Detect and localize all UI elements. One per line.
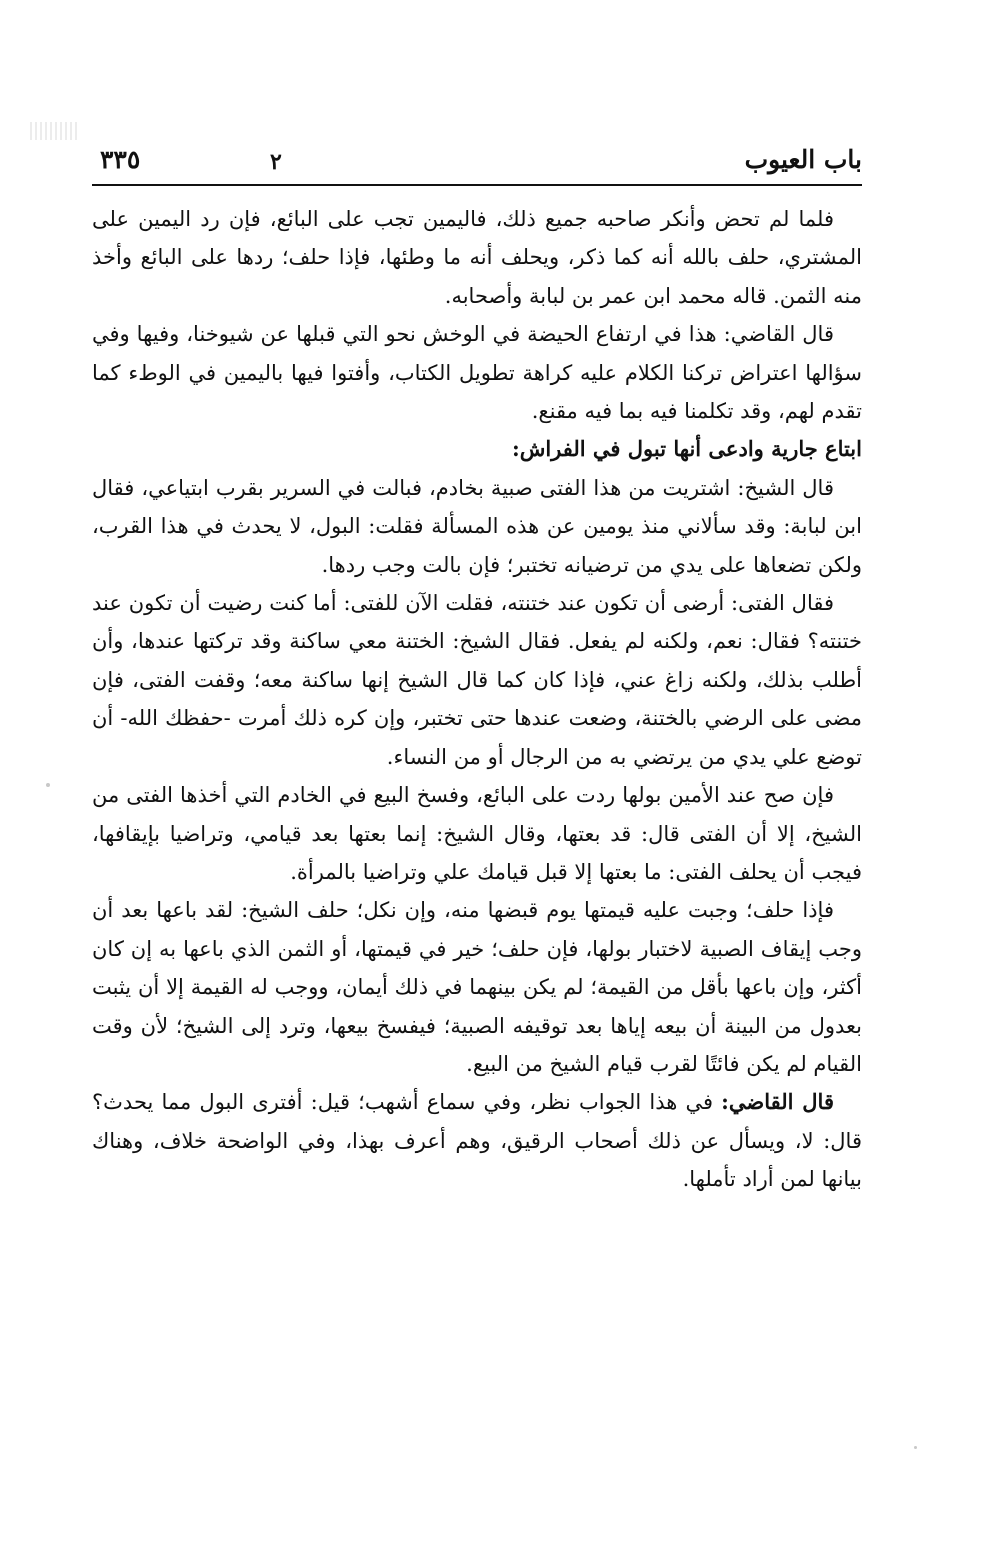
- paragraph: [92, 891, 862, 1083]
- header-mark: ٢: [270, 149, 282, 175]
- running-head: باب العيوب: [744, 145, 862, 174]
- paragraph-text: فلما لم تحض وأنكر صاحبه جميع ذلك، فاليمين تجب على البائع، فإن رد اليمين على المشتري، حلف بالله أنه كما ذكر، ويحلف أنه ما وطئها، فإذا حلف؛ ردها على البائع وأخذ منه الثمن. قاله محمد ابن عمر بن لبابة وأصحابه.: [92, 207, 862, 308]
- paragraph-text: قال الشيخ: اشتريت من هذا الفتى صبية بخادم، فبالت في السرير بقرب ابتياعي، فقال ابن لبابة: وقد سألاني منذ يومين عن هذه المسألة فقلت: البول، لا يحدث في هذا القرب، ولكن تضعاها على يدي من ترضيانه تختبر؛ فإن بالت وجب ردها.: [92, 475, 862, 577]
- paragraph: [92, 469, 862, 584]
- page-number: ٣٣٥: [100, 145, 141, 174]
- paragraph-text: فقال الفتى: أرضى أن تكون عند ختنته، فقلت الآن للفتى: أما كنت رضيت أن تكون عند ختنته؟ فقال: نعم، ولكنه لم يفعل. فقال الشيخ: الختنة معي ساكنة وقد تركتها عندها، وأن أطلب بذلك، ولكنه زاغ عني، فإذا كان كما قال الشيخ إنها ساكنة معه؛ وقفت الفتى، فإن مضى على الرضي بالختنة، وضعت عندها حتى تختبر، وإن كره ذلك أمرت -حفظك الله- أن توضع علي يدي من يرتضي به من الرجال أو من النساء.: [92, 591, 862, 769]
- section-heading-text: ابتاع جارية وادعى أنها تبول في الفراش:: [511, 436, 862, 462]
- page-header: [92, 140, 862, 184]
- section-heading: [92, 430, 862, 468]
- body-text: [92, 200, 862, 1199]
- paragraph-lead: قال القاضي:: [721, 1089, 834, 1115]
- paragraph: [92, 315, 862, 430]
- paragraph-text: في هذا الجواب نظر، وفي سماع أشهب؛ قيل: أفترى البول مما يحدث؟ قال: لا، ويسأل عن ذلك أصحاب الرقيق، وهم أعرف بهذا، وفي الواضحة خلاف، وهناك بيانها لمن أراد تأملها.: [92, 1090, 862, 1192]
- scan-speck: [46, 783, 50, 787]
- header-rule: [92, 184, 862, 186]
- paragraph-text: فإن صح عند الأمين بولها ردت على البائع، وفسخ البيع في الخادم التي أخذها الفتى من الشيخ، إلا أن الفتى قال: قد بعتها، وقال الشيخ: إنما بعتها بعد قيامي، وتراضيا بإيقافها، فيجب أن يحلف الفتى: ما بعتها إلا قبل قيامك علي وتراضيا بالمرأة.: [92, 783, 862, 884]
- paragraph: [92, 200, 862, 315]
- paragraph: [92, 584, 862, 776]
- scan-smudge: [30, 122, 78, 140]
- paragraph-text: فإذا حلف؛ وجبت عليه قيمتها يوم قبضها منه، وإن نكل؛ حلف الشيخ: لقد باعها بعد أن وجب إيقاف الصبية لاختبار بولها، فإن حلف؛ خير في قيمتها، أو الثمن الذي باعها به إن كان أكثر، وإن باعها بأقل من القيمة؛ لم يكن بينهما في ذلك أيمان، ووجب له القيمة إلا أن يثبت بعدول من البينة أن بيعه إياها بعد توقيفه الصبية؛ فيفسخ بيعها، وترد إلى الشيخ؛ لأن وقت القيام لم يكن فائتًا لقرب قيام الشيخ من البيع.: [92, 898, 862, 1076]
- paragraph-text: قال القاضي: هذا في ارتفاع الحيضة في الوخش نحو التي قبلها عن شيوخنا، وفيها وفي سؤالها اعتراض تركنا الكلام عليه كراهة تطويل الكتاب، وأفتوا فيها باليمين في الوطء كما تقدم لهم، وقد تكلمنا فيه بما فيه مقنع.: [92, 322, 862, 424]
- paragraph: [92, 776, 862, 891]
- paragraph: [92, 1083, 862, 1198]
- scan-speck: [914, 1446, 917, 1449]
